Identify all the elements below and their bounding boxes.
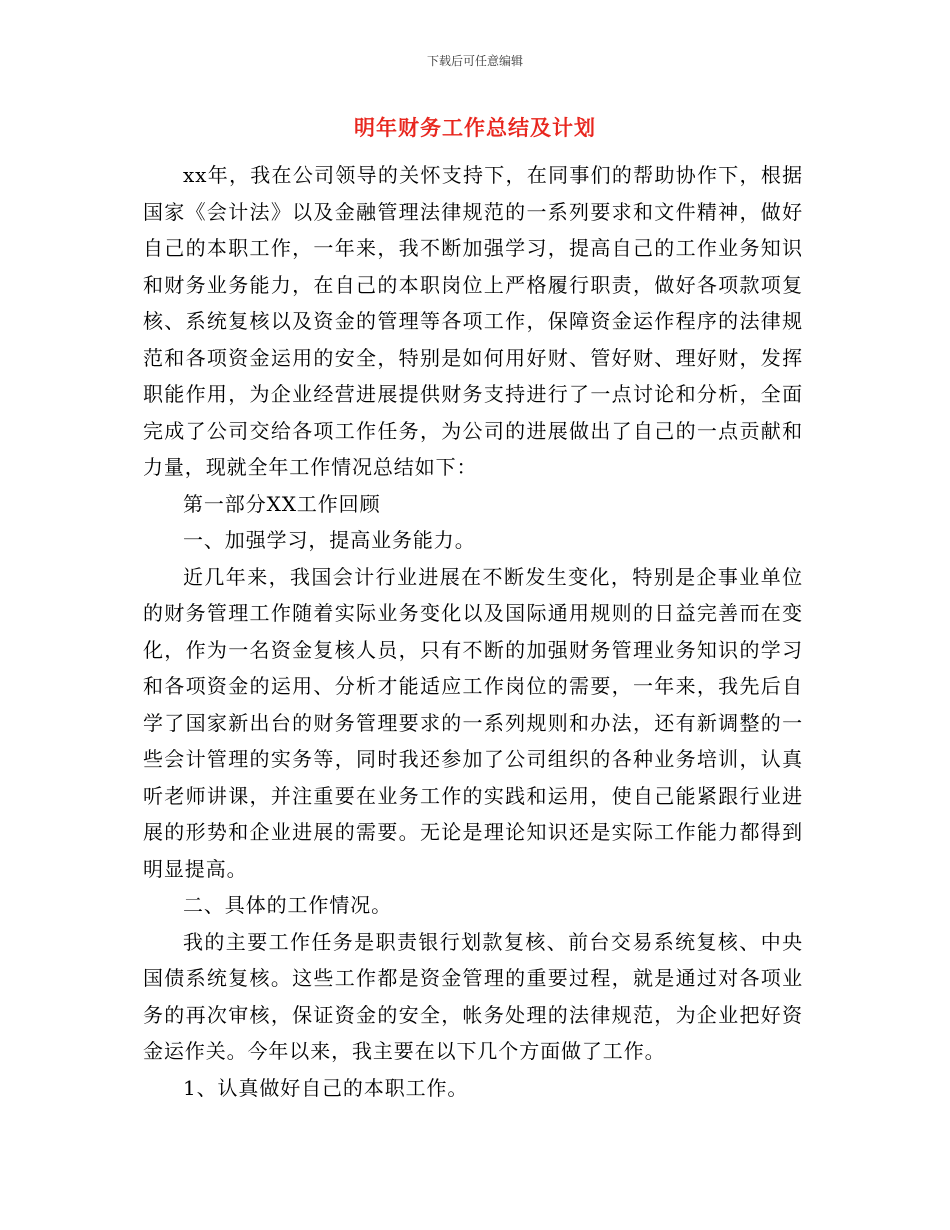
study-paragraph: 近几年来，我国会计行业进展在不断发生变化，特别是企事业单位的财务管理工作随着实际业务变化以及国际通用规则的日益完善而在变化，作为一名资金复核人员，只有不断的加强财务管理业务知识的学习和各项资金的运用、分析才能适应工作岗位的需要，一年来，我先后自学了国家新出台的财务管理要求的一系列规则和办法，还有新调整的一些会计管理的实务等，同时我还参加了公司组织的各种业务培训，认真听老师讲课，并注重要在业务工作的实践和运用，使自己能紧跟行业进展的形势和企业进展的需要。无论是理论知识还是实际工作能力都得到明显提高。 (143, 564, 803, 881)
document-body (143, 157, 803, 1106)
subheading-work-situation: 二、具体的工作情况。 (183, 893, 392, 917)
intro-paragraph: xx年，我在公司领导的关怀支持下，在同事们的帮助协作下，根据国家《会计法》以及金融管理法律规范的一系列要求和文件精神，做好自己的本职工作，一年来，我不断加强学习，提高自己的工作业务知识和财务业务能力，在自己的本职岗位上严格履行职责，做好各项款项复核、系统复核以及资金的管理等各项工作，保障资金运作程序的法律规范和各项资金运用的安全，特别是如何用好财、管好财、理好财，发挥职能作用，为企业经营进展提供财务支持进行了一点讨论和分析，全面完成了公司交给各项工作任务，为公司的进展做出了自己的一点贡献和力量，现就全年工作情况总结如下： (143, 163, 803, 479)
subheading-item-one: 1、认真做好自己的本职工作。 (183, 1075, 469, 1100)
document-title: 明年财务工作总结及计划 (354, 115, 596, 140)
section-heading-part-one: 第一部分XX工作回顾 (183, 491, 381, 516)
header-note: 下载后可任意编辑 (426, 54, 523, 68)
work-tasks-paragraph: 我的主要工作任务是职责银行划款复核、前台交易系统复核、中央国债系统复核。这些工作都是资金管理的重要过程，就是通过对各项业务的再次审核，保证资金的安全，帐务处理的法律规范，为企业把好资金运作关。今年以来，我主要在以下几个方面做了工作。 (143, 929, 803, 1063)
subheading-strengthen-study: 一、加强学习，提高业务能力。 (183, 528, 476, 552)
